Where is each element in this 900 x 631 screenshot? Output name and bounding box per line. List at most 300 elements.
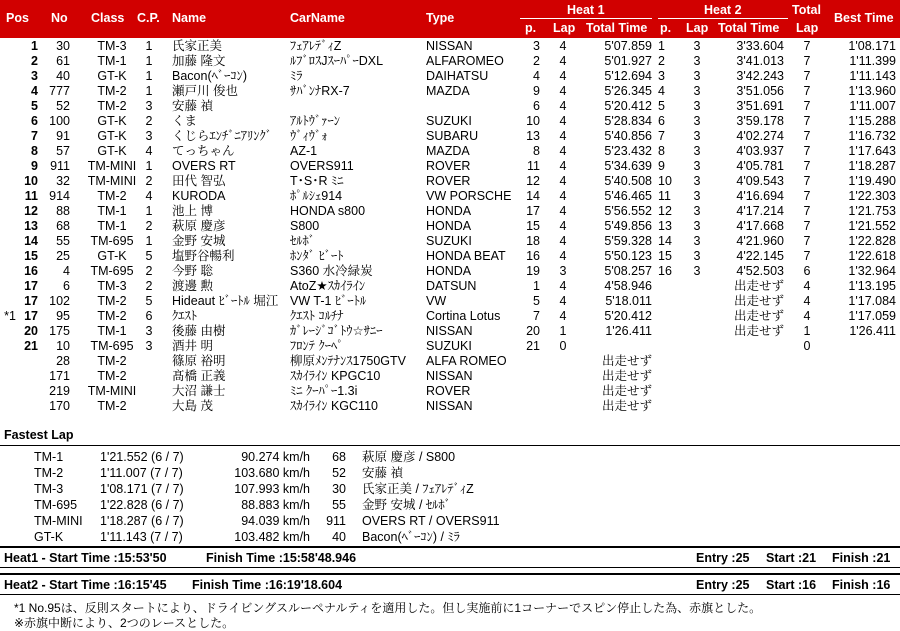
cell-h2time: 4'05.781: [736, 159, 784, 173]
cell-tlap: 1: [803, 324, 811, 338]
cell-class: TM-2: [97, 369, 127, 383]
heat2-start-count: Start :16: [766, 578, 817, 592]
heat2-start-time: Heat2 - Start Time :16:15'45: [4, 578, 167, 592]
cell-type: NISSAN: [426, 324, 473, 338]
cell-tlap: 7: [803, 84, 811, 98]
cell-name: くま: [172, 114, 198, 128]
fastest-cell-driver: Bacon(ﾍﾞｰｺﾝ) / ﾐﾗ: [362, 530, 460, 544]
cell-best: 1'22.618: [848, 249, 896, 263]
cell-type: ALFAROMEO: [426, 54, 504, 68]
cell-car: ｽｶｲﾗｲﾝ KGC110: [290, 399, 378, 413]
cell-best: 1'19.490: [848, 174, 896, 188]
cell-pos: 21: [24, 339, 38, 353]
fastest-cell-no: 52: [332, 466, 346, 480]
fastest-cell-driver: 安藤 禎: [362, 466, 403, 480]
cell-h1time: 5'20.412: [604, 309, 652, 323]
cell-tlap: 7: [803, 234, 811, 248]
cell-name: KURODA: [172, 189, 226, 203]
fastest-cell-speed: 103.482 km/h: [234, 530, 310, 544]
fastest-cell-no: 55: [332, 498, 346, 512]
cell-name: 塩野谷暢利: [172, 249, 235, 263]
cell-tlap: 4: [803, 279, 811, 293]
header-carname: CarName: [290, 11, 345, 25]
cell-class: GT-K: [97, 69, 127, 83]
table-row: [0, 279, 900, 294]
cell-car: OVERS911: [290, 159, 354, 173]
cell-no: 911: [50, 159, 70, 173]
cell-h1p: 6: [533, 99, 540, 113]
cell-h1time: 5'40.508: [604, 174, 652, 188]
cell-car: ｳﾞｨｳﾞｫ: [290, 129, 328, 143]
header-type: Type: [426, 11, 455, 25]
cell-type: HONDA: [426, 204, 472, 218]
cell-no: 40: [56, 69, 70, 83]
cell-h2p: 15: [658, 249, 672, 263]
cell-h1p: 17: [526, 204, 540, 218]
cell-best: 1'17.643: [848, 144, 896, 158]
cell-pos: 9: [31, 159, 38, 173]
cell-h1p: 14: [526, 189, 540, 203]
table-row: [0, 204, 900, 219]
cell-no: 171: [49, 369, 70, 383]
cell-cp: 2: [145, 279, 153, 293]
heat2-finish-count: Finish :16: [832, 578, 891, 592]
header-heat2: Heat 2: [704, 3, 742, 17]
heat2-top-rule: [0, 573, 900, 575]
cell-class: GT-K: [97, 129, 127, 143]
cell-class: TM-2: [97, 309, 127, 323]
cell-no: 68: [56, 219, 70, 233]
cell-name: 金野 安城: [172, 234, 226, 248]
cell-car: ﾎﾝﾀﾞ ﾋﾞｰﾄ: [290, 249, 344, 263]
cell-tlap: 7: [803, 144, 811, 158]
cell-type: SUZUKI: [426, 234, 472, 248]
cell-no: 55: [56, 234, 70, 248]
cell-h2time: 4'03.937: [736, 144, 784, 158]
cell-class: TM-2: [97, 189, 127, 203]
header-name: Name: [172, 11, 207, 25]
cell-h1lap: 4: [559, 129, 567, 143]
fastest-cell-speed: 94.039 km/h: [241, 514, 310, 528]
cell-h1time: 出走せず: [601, 384, 652, 398]
cell-car: ﾎﾟﾙｼｪ914: [290, 189, 343, 203]
header-cp: C.P.: [137, 11, 160, 25]
fastest-lap-row: [0, 465, 900, 481]
cell-h2lap: 3: [693, 264, 701, 278]
heat1-top-rule: [0, 546, 900, 548]
cell-type: SUZUKI: [426, 339, 472, 353]
cell-no: 4: [63, 264, 70, 278]
cell-h2p: 13: [658, 219, 672, 233]
cell-cp: 2: [145, 114, 153, 128]
heat1-entry: Entry :25: [696, 551, 750, 565]
table-row: [0, 369, 900, 384]
cell-h1time: 5'46.465: [604, 189, 652, 203]
table-row: [0, 69, 900, 84]
cell-h1lap: 4: [559, 54, 567, 68]
cell-name: 田代 智弘: [172, 174, 226, 188]
cell-cp: 1: [145, 69, 153, 83]
cell-class: TM-1: [97, 54, 127, 68]
cell-h1lap: 4: [559, 99, 567, 113]
header-heat2-p: p.: [660, 21, 672, 35]
cell-h1lap: 1: [559, 324, 567, 338]
cell-class: TM-2: [97, 399, 127, 413]
cell-class: TM-2: [97, 354, 127, 368]
cell-name: 髙橋 正義: [172, 369, 226, 383]
cell-car: S360 水冷緑炭: [290, 264, 373, 278]
cell-h1p: 13: [526, 129, 540, 143]
cell-car: ｱﾙﾄｳﾞｧｰﾝ: [290, 114, 341, 128]
cell-tlap: 7: [803, 249, 811, 263]
cell-class: GT-K: [97, 249, 127, 263]
cell-type: ROVER: [426, 384, 471, 398]
cell-h1lap: 4: [559, 159, 567, 173]
heat2-summary: [0, 577, 900, 593]
cell-h2p: 14: [658, 234, 672, 248]
cell-h1p: 4: [533, 69, 540, 83]
cell-pos: 17: [24, 309, 38, 323]
fastest-cell-speed: 88.883 km/h: [241, 498, 310, 512]
cell-name: 酒井 明: [172, 339, 213, 353]
cell-type: MAZDA: [426, 144, 470, 158]
cell-h1time: 5'40.856: [604, 129, 652, 143]
heat2-entry: Entry :25: [696, 578, 750, 592]
cell-h1time: 5'08.257: [604, 264, 652, 278]
cell-h2time: 出走せず: [733, 279, 784, 293]
cell-tlap: 7: [803, 54, 811, 68]
cell-best: 1'11.143: [849, 69, 896, 83]
cell-car: T･S･R ﾐﾆ: [290, 174, 344, 188]
cell-h1lap: 4: [559, 39, 567, 53]
cell-h1lap: 4: [559, 309, 567, 323]
cell-h2p: 8: [658, 144, 665, 158]
header-total: Total: [792, 3, 821, 17]
cell-car: 柳原ﾒﾝﾃﾅﾝｽ1750GTV: [290, 354, 407, 368]
fastest-cell-time: 1'18.287 (6 / 7): [100, 514, 184, 528]
cell-type: SUBARU: [426, 129, 479, 143]
cell-car: ｽｶｲﾗｲﾝ KPGC10: [290, 369, 381, 383]
cell-h1p: 10: [526, 114, 540, 128]
fastest-cell-speed: 107.993 km/h: [234, 482, 310, 496]
cell-h2time: 4'16.694: [736, 189, 784, 203]
cell-cp: 1: [145, 39, 153, 53]
fastest-lap-divider: [0, 445, 900, 446]
cell-cp: 5: [145, 294, 153, 308]
table-row: [0, 159, 900, 174]
cell-car: ｾﾙﾎﾞ: [290, 234, 316, 248]
fastest-lap-row: [0, 529, 900, 545]
cell-h2time: 3'42.243: [736, 69, 784, 83]
cell-type: NISSAN: [426, 39, 473, 53]
fastest-cell-driver: 氏家正美 / ﾌｪｱﾚﾃﾞｨZ: [362, 482, 474, 496]
cell-h2p: 11: [658, 189, 671, 203]
cell-h2time: 3'33.604: [736, 39, 784, 53]
cell-car: ｸｴｽﾄ ｺﾙﾁﾅ: [290, 309, 344, 323]
cell-type: HONDA BEAT: [426, 249, 506, 263]
cell-cp: 3: [145, 324, 153, 338]
heat2-bottom-rule: [0, 594, 900, 595]
cell-tlap: 7: [803, 174, 811, 188]
cell-pos: 5: [31, 99, 38, 113]
cell-no: 175: [49, 324, 70, 338]
cell-cp: 3: [145, 99, 153, 113]
cell-no: 28: [56, 354, 70, 368]
table-row: [0, 39, 900, 54]
cell-no: 914: [49, 189, 70, 203]
cell-tlap: 7: [803, 219, 811, 233]
cell-type: NISSAN: [426, 369, 473, 383]
heat1-divider: [520, 18, 652, 19]
cell-h1time: 5'56.552: [604, 204, 652, 218]
fastest-cell-time: 1'21.552 (6 / 7): [100, 450, 184, 464]
cell-class: GT-K: [97, 144, 127, 158]
cell-name: Bacon(ﾍﾞｰｺﾝ): [172, 69, 248, 83]
cell-tlap: 7: [803, 189, 811, 203]
cell-no: 170: [49, 399, 70, 413]
cell-class: TM-1: [97, 219, 127, 233]
cell-best: 1'11.399: [849, 54, 896, 68]
cell-type: NISSAN: [426, 399, 473, 413]
cell-best: 1'22.828: [848, 234, 896, 248]
fastest-cell-class: TM-MINI: [34, 514, 83, 528]
fastest-cell-no: 30: [332, 482, 346, 496]
cell-h1lap: 4: [559, 294, 567, 308]
cell-class: TM-3: [97, 279, 127, 293]
cell-car: VW T-1 ﾋﾞｰﾄﾙ: [290, 294, 367, 308]
cell-h2time: 3'51.056: [736, 84, 784, 98]
cell-name: 渡邊 勲: [172, 279, 213, 293]
fastest-cell-no: 68: [332, 450, 346, 464]
cell-no: 102: [49, 294, 70, 308]
cell-h1time: 5'28.834: [604, 114, 652, 128]
cell-tlap: 7: [803, 69, 811, 83]
fastest-cell-class: TM-3: [34, 482, 64, 496]
results-table-header: [0, 0, 900, 38]
cell-no: 61: [56, 54, 70, 68]
cell-h1time: 5'20.412: [604, 99, 652, 113]
cell-h1time: 5'26.345: [604, 84, 652, 98]
cell-pos: 13: [24, 219, 38, 233]
cell-h1lap: 4: [559, 69, 567, 83]
cell-pos: 3: [31, 69, 38, 83]
table-row: [0, 294, 900, 309]
cell-class: TM-695: [90, 234, 134, 248]
cell-no: 777: [49, 84, 70, 98]
cell-pos: 2: [31, 54, 38, 68]
cell-car: HONDA s800: [290, 204, 366, 218]
cell-h1p: 20: [526, 324, 540, 338]
cell-class: TM-MINI: [87, 159, 137, 173]
header-heat1-total-time: Total Time: [586, 21, 648, 35]
cell-h2lap: 3: [693, 204, 701, 218]
cell-pos: 17: [24, 279, 38, 293]
table-row: [0, 219, 900, 234]
cell-no: 52: [56, 99, 70, 113]
cell-h2time: 3'51.691: [736, 99, 784, 113]
cell-h1time: 5'07.859: [604, 39, 652, 53]
cell-best: 1'22.303: [848, 189, 896, 203]
cell-h2p: 4: [658, 84, 665, 98]
cell-pos: 8: [31, 144, 38, 158]
cell-h2time: 4'17.668: [736, 219, 784, 233]
table-row: [0, 309, 900, 324]
fastest-cell-class: TM-1: [34, 450, 64, 464]
cell-name: 大島 茂: [172, 399, 213, 413]
cell-class: TM-695: [90, 339, 134, 353]
cell-h1time: 5'59.328: [604, 234, 652, 248]
cell-h1time: 5'18.011: [605, 294, 652, 308]
cell-h2time: 4'17.214: [736, 204, 784, 218]
fastest-cell-no: 40: [332, 530, 346, 544]
cell-cp: 1: [145, 84, 153, 98]
cell-pos: 20: [24, 324, 38, 338]
fastest-cell-time: 1'11.143 (7 / 7): [100, 530, 183, 544]
cell-h1time: 5'50.123: [604, 249, 652, 263]
cell-class: TM-1: [97, 324, 127, 338]
fastest-cell-driver: OVERS RT / OVERS911: [362, 514, 500, 528]
cell-no: 57: [56, 144, 70, 158]
cell-type: VW PORSCHE: [426, 189, 512, 203]
cell-cp: 1: [145, 204, 153, 218]
cell-cp: 1: [145, 159, 153, 173]
cell-name: Hideaut ﾋﾞｰﾄﾙ 堀江: [172, 294, 279, 308]
cell-tlap: 7: [803, 39, 811, 53]
cell-h1time: 5'49.856: [604, 219, 652, 233]
cell-h1lap: 4: [559, 249, 567, 263]
cell-h2lap: 3: [693, 159, 701, 173]
cell-h2p: 3: [658, 69, 665, 83]
heat1-start-time: Heat1 - Start Time :15:53'50: [4, 551, 167, 565]
cell-pos: 6: [31, 114, 38, 128]
cell-best: 1'11.007: [849, 99, 896, 113]
cell-h2lap: 3: [693, 234, 701, 248]
cell-type: ALFA ROMEO: [426, 354, 507, 368]
cell-h1lap: 4: [559, 84, 567, 98]
cell-h2time: 4'02.274: [736, 129, 784, 143]
cell-best: 1'21.753: [848, 204, 896, 218]
cell-class: TM-2: [97, 84, 127, 98]
cell-h2p: 1: [658, 39, 665, 53]
cell-class: GT-K: [97, 114, 127, 128]
cell-h2p: 5: [658, 99, 665, 113]
cell-car: ﾐﾗ: [290, 69, 303, 83]
table-row: [0, 114, 900, 129]
fastest-cell-time: 1'22.828 (6 / 7): [100, 498, 184, 512]
cell-name: 安藤 禎: [172, 99, 213, 113]
header-pos: Pos: [6, 11, 29, 25]
cell-car: ﾌｪｱﾚﾃﾞｨZ: [290, 39, 342, 53]
table-row: [0, 264, 900, 279]
cell-best: 1'26.411: [849, 324, 896, 338]
header-heat1: Heat 1: [567, 3, 605, 17]
cell-class: TM-MINI: [87, 384, 137, 398]
table-row: [0, 339, 900, 354]
cell-cp: 3: [145, 339, 153, 353]
cell-best: 1'13.195: [848, 279, 896, 293]
cell-h1p: 15: [526, 219, 540, 233]
cell-best: 1'13.960: [848, 84, 896, 98]
cell-h2lap: 3: [693, 219, 701, 233]
table-row: [0, 189, 900, 204]
fastest-lap-title: Fastest Lap: [4, 428, 74, 442]
cell-type: VW: [426, 294, 447, 308]
cell-no: 32: [56, 174, 70, 188]
cell-name: 池上 博: [172, 204, 213, 218]
cell-name: 氏家正美: [172, 39, 223, 53]
heat1-start-count: Start :21: [766, 551, 817, 565]
fastest-cell-driver: 萩原 慶彦 / S800: [362, 450, 456, 464]
cell-cp: 1: [145, 54, 153, 68]
cell-h1time: 5'34.639: [604, 159, 652, 173]
cell-h1lap: 4: [559, 144, 567, 158]
cell-no: 219: [49, 384, 70, 398]
table-row: [0, 324, 900, 339]
cell-name: 後藤 由樹: [172, 324, 226, 338]
cell-cp: 3: [145, 129, 153, 143]
cell-name: OVERS RT: [172, 159, 236, 173]
table-row: [0, 129, 900, 144]
cell-cp: 4: [145, 144, 153, 158]
cell-cp: 6: [145, 309, 153, 323]
cell-h2p: 2: [658, 54, 665, 68]
cell-h2p: 6: [658, 114, 665, 128]
fastest-lap-row: [0, 513, 900, 529]
cell-h1p: 16: [526, 249, 540, 263]
table-row: [0, 354, 900, 369]
cell-h1p: 9: [533, 84, 540, 98]
cell-type: HONDA: [426, 219, 472, 233]
cell-type: DATSUN: [426, 279, 477, 293]
cell-class: TM-2: [97, 294, 127, 308]
cell-tlap: 7: [803, 114, 811, 128]
cell-h2p: 12: [658, 204, 672, 218]
table-row: [0, 174, 900, 189]
cell-h2lap: 3: [693, 69, 701, 83]
cell-best: 1'16.732: [848, 129, 896, 143]
cell-name: 今野 聡: [172, 264, 213, 278]
cell-h1lap: 4: [559, 279, 567, 293]
cell-h2time: 出走せず: [733, 294, 784, 308]
cell-h2lap: 3: [693, 39, 701, 53]
cell-name: 瀬戸川 俊也: [172, 84, 238, 98]
cell-class: TM-3: [97, 39, 127, 53]
cell-tlap: 7: [803, 99, 811, 113]
cell-name: 萩原 慶彦: [172, 219, 226, 233]
cell-cp: 2: [145, 219, 153, 233]
cell-h1lap: 0: [559, 339, 567, 353]
cell-h1p: 19: [526, 264, 540, 278]
cell-type: HONDA: [426, 264, 472, 278]
cell-no: 25: [56, 249, 70, 263]
cell-h1lap: 4: [559, 234, 567, 248]
cell-car: ﾐﾆ ｸｰﾊﾟｰ1.3i: [290, 384, 358, 398]
cell-class: TM-2: [97, 99, 127, 113]
cell-cp: 4: [145, 189, 153, 203]
cell-type: ROVER: [426, 159, 471, 173]
cell-h1p: 18: [526, 234, 540, 248]
cell-pos: 14: [24, 234, 38, 248]
cell-h2time: 4'21.960: [736, 234, 784, 248]
cell-h1lap: 4: [559, 114, 567, 128]
cell-tlap: 7: [803, 129, 811, 143]
cell-h2p: 16: [658, 264, 672, 278]
cell-name: くじらｴﾝﾁﾞﾆｱﾘﾝｸﾞ: [172, 129, 273, 143]
heat2-divider: [658, 18, 788, 19]
cell-h1time: 出走せず: [601, 399, 652, 413]
fastest-lap-row: [0, 449, 900, 465]
heat1-summary: [0, 550, 900, 566]
